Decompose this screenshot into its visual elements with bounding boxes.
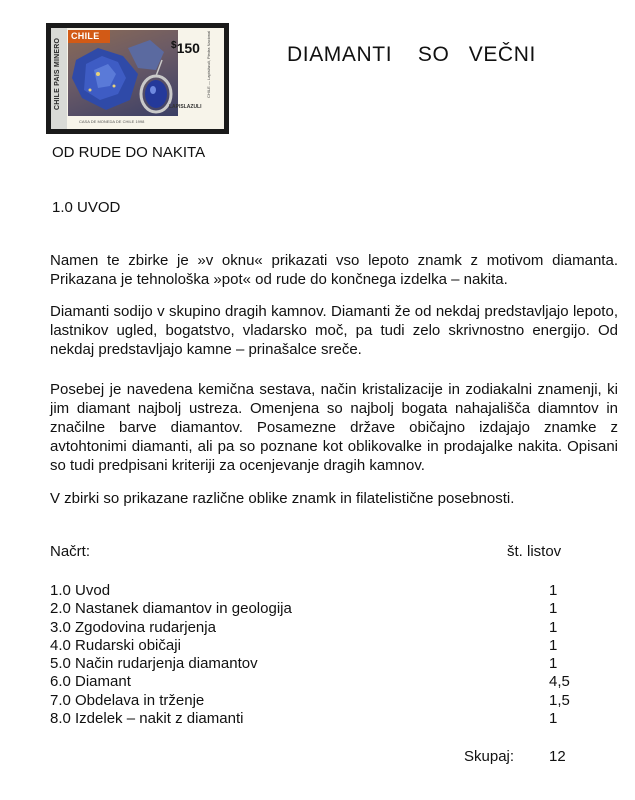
sheets-label: št. listov <box>507 543 562 560</box>
outline-list <box>50 582 590 728</box>
outline-item <box>50 619 590 637</box>
stamp-caption: LAPISLAZULI <box>169 104 202 110</box>
section-heading: 1.0 UVOD <box>52 199 121 216</box>
stamp-side-text: CHILE PAIS MINERO <box>54 37 61 110</box>
stamp-value-number: 150 <box>176 40 200 56</box>
outline-item <box>50 582 590 600</box>
lapis-lazuli-picture <box>68 30 178 116</box>
stamp-face <box>51 28 224 129</box>
total-label: Skupaj: <box>464 748 515 765</box>
outline-item <box>50 655 590 673</box>
stamp-image <box>46 23 229 134</box>
total-value: 12 <box>549 748 566 765</box>
outline-item-label: 1.0 Uvod <box>50 582 111 599</box>
outline-item-sheets: 1,5 <box>549 691 570 709</box>
stamp-value <box>171 40 200 56</box>
outline-item-sheets: 1 <box>549 636 558 654</box>
intro-paragraph-1: Namen te zbirke je »v oknu« prikazati vso lepoto znamk z motivom diamanta. Prikazana je tehnološka »pot« od rude do končnega izdelka – nakita. <box>50 252 618 288</box>
outline-item-label: 5.0 Način rudarjenja diamantov <box>50 655 258 673</box>
stamp-right-text: CHILE — Lapislázuli, Piedra Nacional <box>206 30 211 98</box>
outline-item-sheets: 4,5 <box>549 673 570 691</box>
outline-label: Načrt: <box>50 543 91 560</box>
page-title: DIAMANTI SO VEČNI <box>287 43 536 66</box>
stamp-printer: CASA DE MONEDA DE CHILE 1998 <box>79 119 145 124</box>
intro-paragraph-2: Diamanti sodijo v skupino dragih kamnov. Diamanti že od nekdaj predstavljajo lepoto, lastnikov ugled, bogatstvo, vladarsko moč, pa tudi zelo skrivnostno energijo. Od nekdaj predstavljajo kamne – prinašalce sreče. <box>50 303 618 358</box>
outline-item-label: 2.0 Nastanek diamantov in geologija <box>50 600 292 618</box>
outline-item-sheets: 1 <box>549 655 558 673</box>
outline-item-sheets: 1 <box>549 618 558 636</box>
intro-paragraph-4: V zbirki so prikazane različne oblike znamk in filatelistične posebnosti. <box>50 490 515 507</box>
stamp-currency: $ <box>171 40 177 51</box>
outline-item-label: 3.0 Zgodovina rudarjenja <box>50 618 216 636</box>
page-subtitle: OD RUDE DO NAKITA <box>52 144 206 161</box>
outline-item <box>50 600 590 618</box>
intro-paragraph-3: Posebej je navedena kemična sestava, način kristalizacije in zodiakalni znamenji, ki jim diamant najbolj ustreza. Omenjena so najbolj bogata nahajališča diamntov in značilne barve diamantov. Posamezne države običajno izdajajo znamke z avtohtonimi diamanti, ali pa so poznane kot oblikovalke in prodajalke nakita. Opisani so tudi predpisani kriteriji za ocenjevanje dragih kamnov. <box>50 381 618 474</box>
outline-item-sheets: 1 <box>549 710 558 728</box>
outline-item-label: 4.0 Rudarski običaji <box>50 636 181 654</box>
outline-item <box>50 710 590 728</box>
outline-item-sheets: 1 <box>549 582 558 599</box>
outline-item-sheets: 1 <box>549 600 558 618</box>
outline-item <box>50 637 590 655</box>
outline-item-label: 6.0 Diamant <box>50 673 131 691</box>
outline-item <box>50 673 590 691</box>
stamp-country: CHILE <box>71 31 100 41</box>
outline-item-label: 8.0 Izdelek – nakit z diamanti <box>50 710 244 728</box>
outline-item <box>50 692 590 710</box>
outline-item-label: 7.0 Obdelava in trženje <box>50 691 205 709</box>
